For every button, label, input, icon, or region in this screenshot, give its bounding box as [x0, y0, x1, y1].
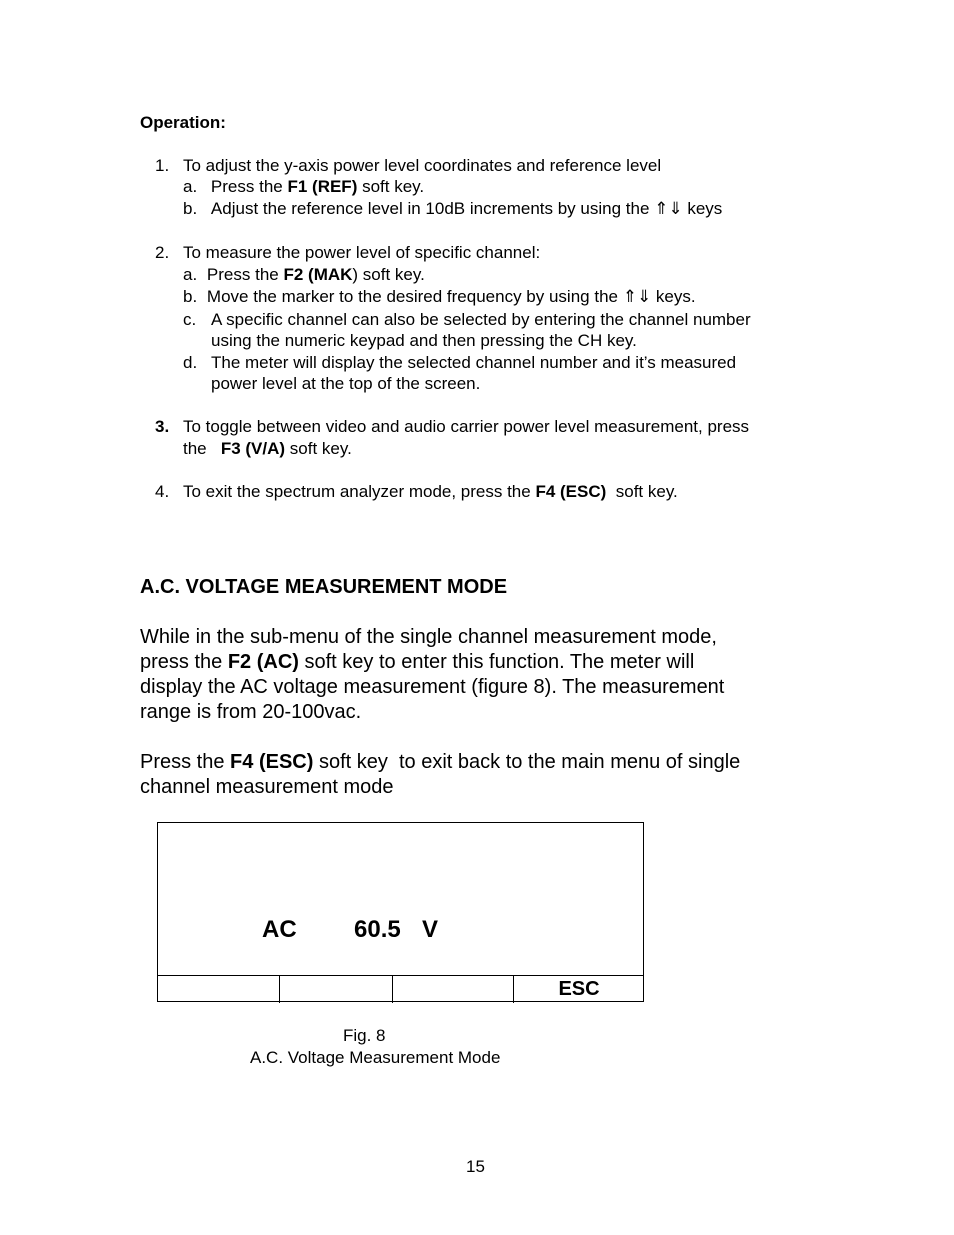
softkey-bar — [157, 975, 644, 1003]
page-number: 15 — [466, 1157, 485, 1176]
section-title: A.C. VOLTAGE MEASUREMENT MODE — [140, 576, 508, 598]
key-label: F3 (V/A) — [220, 439, 286, 458]
sub-item: b. Move the marker to the desired frequency by using the ⇑⇓ keys. — [183, 287, 696, 306]
softkey-f3 — [393, 976, 514, 1003]
key-label: F4 (ESC) — [230, 751, 314, 773]
sub-letter: a. — [183, 177, 198, 196]
softkey-f1 — [157, 976, 280, 1003]
list-text: To exit the spectrum analyzer mode, press the F4 (ESC) soft key. — [183, 482, 678, 501]
sub-letter: a. — [183, 265, 198, 284]
softkey-f4-esc: ESC — [558, 978, 600, 1000]
list-text: To measure the power level of specific channel: — [183, 243, 541, 262]
list-number: 2. — [155, 243, 170, 262]
voltage-value: 60.5 — [354, 916, 401, 943]
key-label: F2 (MAK — [283, 265, 353, 284]
sub-item: a. Press the F2 (MAK) soft key. — [183, 265, 425, 284]
key-label: F2 (AC) — [227, 651, 299, 673]
key-label: F1 (REF) — [287, 177, 358, 196]
voltage-unit: V — [422, 916, 439, 943]
meter-display — [157, 822, 644, 1002]
list-number: 3. — [155, 417, 170, 436]
list-number: 4. — [155, 482, 170, 501]
list-text: To adjust the y-axis power level coordinates and reference level — [183, 156, 662, 175]
sub-letter: d. — [183, 353, 198, 372]
operation-heading: Operation: — [140, 113, 226, 132]
figure-number: Fig. 8 — [343, 1026, 386, 1045]
sub-letter: c. — [183, 310, 197, 329]
figure-caption: A.C. Voltage Measurement Mode — [250, 1048, 501, 1067]
key-label: F4 (ESC) — [535, 482, 607, 501]
list-text: the F3 (V/A) soft key. — [183, 439, 352, 458]
sub-letter: b. — [183, 287, 198, 306]
mode-label: AC — [262, 916, 297, 943]
list-number: 1. — [155, 156, 170, 175]
sub-item: b. Adjust the reference level in 10dB increments by using the ⇑⇓ keys — [183, 199, 723, 218]
softkey-f2 — [280, 976, 393, 1003]
sub-letter: b. — [183, 199, 198, 218]
sub-item: a. Press the F1 (REF) soft key. — [183, 177, 425, 196]
